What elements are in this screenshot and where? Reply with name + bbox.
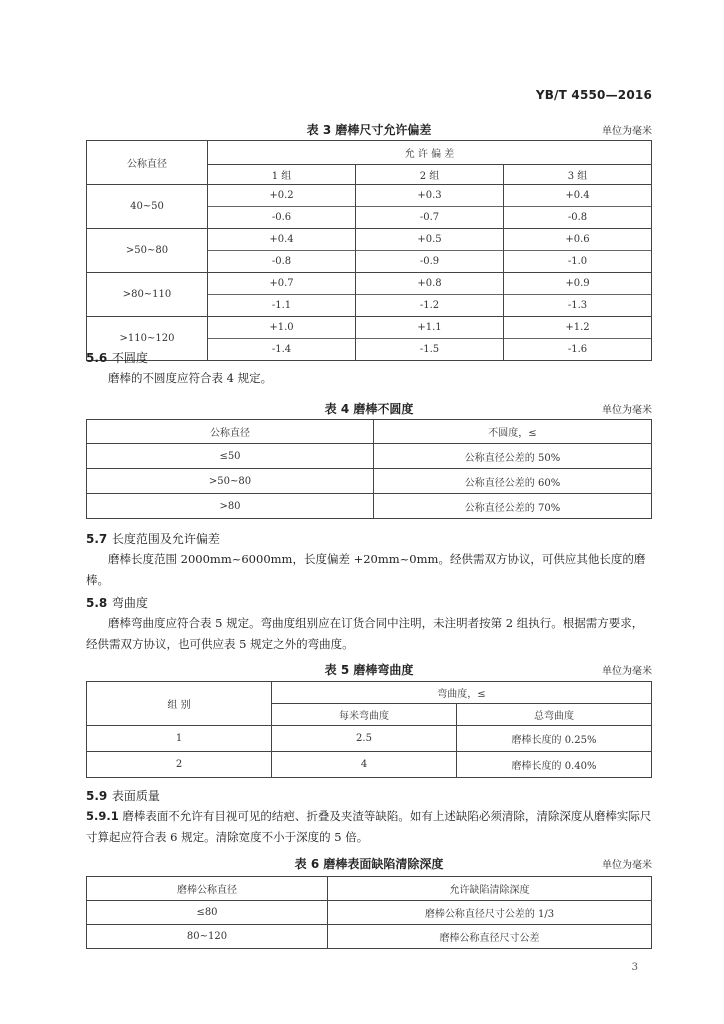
lower-deviation: -1.1 xyxy=(208,294,355,316)
standard-number: YB/T 4550—2016 xyxy=(535,88,652,102)
section-title: 不圆度 xyxy=(111,351,148,365)
table5-col-total: 总弯曲度 xyxy=(457,704,652,726)
lower-deviation: -1.5 xyxy=(356,338,503,360)
table6 xyxy=(86,876,652,949)
table5-total: 磨棒长度的 0.25% xyxy=(457,726,652,752)
table6-diameter: ≤80 xyxy=(87,901,328,925)
table5 xyxy=(86,681,652,778)
table-row xyxy=(87,317,652,361)
table4-caption xyxy=(86,400,652,418)
table3-diameter: >80~110 xyxy=(87,273,208,317)
section-5-8-text: 磨棒弯曲度应符合表 5 规定。弯曲度组别应在订货合同中注明，未注明者按第 2 组执行。根据需方要求，经供需双方协议，也可供应表 5 规定之外的弯曲度。 xyxy=(86,616,644,651)
lower-deviation: -1.0 xyxy=(504,250,651,272)
table3-col-allow: 允 许 偏 差 xyxy=(208,141,652,165)
table6-col-depth: 允许缺陷清除深度 xyxy=(328,877,652,901)
section-title: 长度范围及允许偏差 xyxy=(111,532,220,546)
table6-diameter: 80~120 xyxy=(87,925,328,949)
section-5-8-heading xyxy=(86,594,148,611)
lower-deviation: -1.6 xyxy=(504,338,651,360)
table-row xyxy=(87,469,652,494)
page-number: 3 xyxy=(631,962,638,973)
lower-deviation: -1.2 xyxy=(356,294,503,316)
section-number: 5.9.1 xyxy=(86,809,119,823)
upper-deviation: +0.8 xyxy=(417,278,442,289)
upper-deviation: +0.5 xyxy=(417,234,442,245)
table-row xyxy=(87,901,652,925)
table-row xyxy=(87,925,652,949)
upper-deviation: +1.0 xyxy=(269,322,294,333)
table3-diameter: >110~120 xyxy=(87,317,208,361)
section-5-7-text: 磨棒长度范围 2000mm~6000mm，长度偏差 +20mm~0mm。经供需双方协议，可供应其他长度的磨棒。 xyxy=(86,552,646,587)
table6-value: 磨棒公称直径尺寸公差的 1/3 xyxy=(328,901,652,925)
table5-group: 2 xyxy=(87,752,272,778)
table6-value: 磨棒公称直径尺寸公差 xyxy=(328,925,652,949)
table3-title: 表 3 磨棒尺寸允许偏差 xyxy=(306,123,432,137)
upper-deviation: +0.3 xyxy=(417,190,442,201)
table3-diameter: 40~50 xyxy=(87,185,208,229)
table4-col-roundness: 不圆度，≤ xyxy=(374,420,652,444)
upper-deviation: +1.1 xyxy=(417,322,442,333)
table4 xyxy=(86,419,652,519)
section-title: 弯曲度 xyxy=(111,596,148,610)
table3-group-2: 2 组 xyxy=(356,165,504,185)
table6-title: 表 6 磨棒表面缺陷清除深度 xyxy=(294,857,444,871)
section-number: 5.8 xyxy=(86,596,108,610)
table-row xyxy=(87,444,652,469)
table4-value: 公称直径公差的 50% xyxy=(374,444,652,469)
lower-deviation: -1.4 xyxy=(208,338,355,360)
section-5-7-heading xyxy=(86,530,220,547)
table6-col-diameter: 磨棒公称直径 xyxy=(87,877,328,901)
table5-col-group: 组 别 xyxy=(87,682,272,726)
upper-deviation: +1.2 xyxy=(565,322,590,333)
upper-deviation: +0.9 xyxy=(565,278,590,289)
lower-deviation: -1.3 xyxy=(504,294,651,316)
section-number: 5.7 xyxy=(86,532,108,546)
lower-deviation: -0.6 xyxy=(208,206,355,228)
table5-per-meter: 2.5 xyxy=(272,726,457,752)
upper-deviation: +0.6 xyxy=(565,234,590,245)
table6-caption xyxy=(86,855,652,873)
table4-diameter: >80 xyxy=(87,494,374,519)
table5-group: 1 xyxy=(87,726,272,752)
section-title: 表面质量 xyxy=(111,789,160,803)
table4-value: 公称直径公差的 60% xyxy=(374,469,652,494)
table3-unit: 单位为毫米 xyxy=(602,126,652,137)
table4-diameter: >50~80 xyxy=(87,469,374,494)
upper-deviation: +0.4 xyxy=(269,234,294,245)
table4-value: 公称直径公差的 70% xyxy=(374,494,652,519)
table-row xyxy=(87,229,652,273)
lower-deviation: -0.7 xyxy=(356,206,503,228)
table4-col-diameter: 公称直径 xyxy=(87,420,374,444)
section-5-6-heading xyxy=(86,349,148,366)
table-row xyxy=(87,185,652,229)
upper-deviation: +0.4 xyxy=(565,190,590,201)
upper-deviation: +0.2 xyxy=(269,190,294,201)
table4-unit: 单位为毫米 xyxy=(602,405,652,416)
table6-unit: 单位为毫米 xyxy=(602,860,652,871)
section-body: 磨棒表面不允许有目视可见的结疤、折叠及夹渣等缺陷。如有上述缺陷必须清除，清除深度从磨棒实际尺寸算起应符合表 6 规定。清除宽度不小于深度的 5 倍。 xyxy=(86,809,652,844)
table-row xyxy=(87,273,652,317)
table5-col-bend: 弯曲度，≤ xyxy=(272,682,652,704)
table5-caption xyxy=(86,661,652,679)
table5-total: 磨棒长度的 0.40% xyxy=(457,752,652,778)
table5-col-per-meter: 每米弯曲度 xyxy=(272,704,457,726)
lower-deviation: -0.8 xyxy=(208,250,355,272)
table-row xyxy=(87,726,652,752)
table5-per-meter: 4 xyxy=(272,752,457,778)
section-number: 5.6 xyxy=(86,351,108,365)
table3-col-nominal: 公称直径 xyxy=(87,141,208,185)
table4-title: 表 4 磨棒不圆度 xyxy=(324,402,414,416)
table3-group-1: 1 组 xyxy=(208,165,356,185)
upper-deviation: +0.7 xyxy=(269,278,294,289)
table5-title: 表 5 磨棒弯曲度 xyxy=(324,663,414,677)
table4-diameter: ≤50 xyxy=(87,444,374,469)
section-5-9-heading xyxy=(86,787,160,804)
section-5-6-text: 磨棒的不圆度应符合表 4 规定。 xyxy=(108,371,273,385)
table3-group-3: 3 组 xyxy=(504,165,652,185)
section-5-9-1-text xyxy=(86,806,652,848)
lower-deviation: -0.8 xyxy=(504,206,651,228)
table3 xyxy=(86,140,652,361)
table3-caption xyxy=(86,121,652,139)
section-number: 5.9 xyxy=(86,789,108,803)
table3-diameter: >50~80 xyxy=(87,229,208,273)
lower-deviation: -0.9 xyxy=(356,250,503,272)
table-row xyxy=(87,752,652,778)
table-row xyxy=(87,494,652,519)
table5-unit: 单位为毫米 xyxy=(602,666,652,677)
